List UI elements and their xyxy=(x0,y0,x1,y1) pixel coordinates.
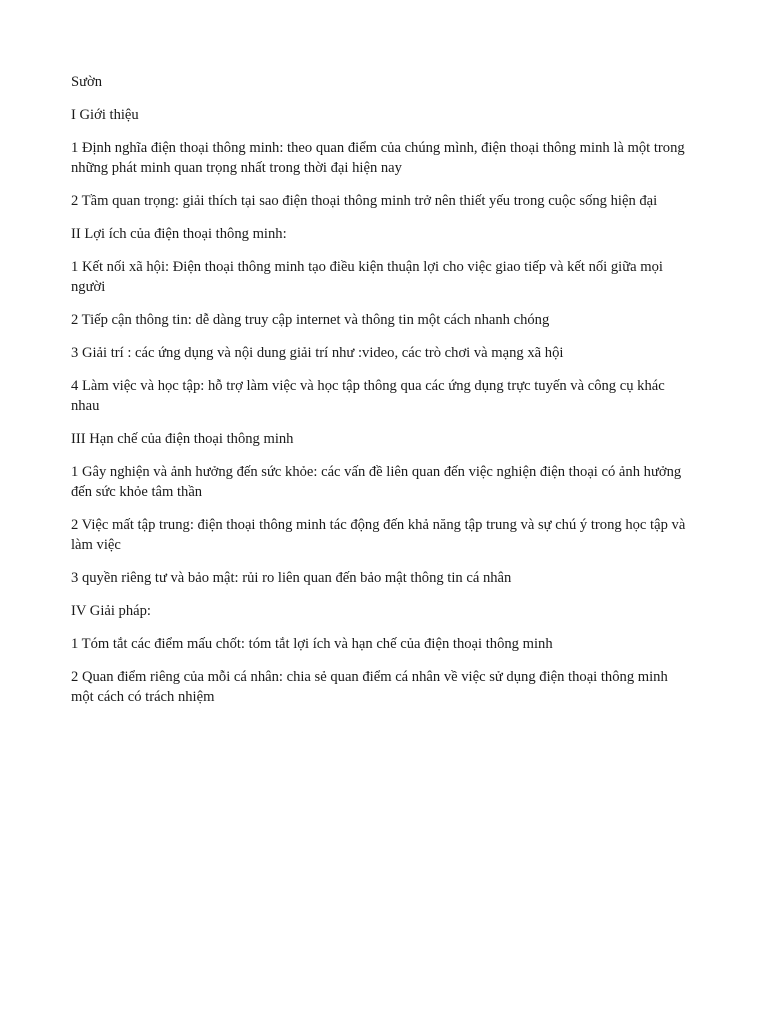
paragraph: 2 Tầm quan trọng: giải thích tại sao điện thoại thông minh trở nên thiết yếu trong cuộc sống hiện đại xyxy=(71,193,658,209)
document-body xyxy=(71,72,693,720)
paragraph: 1 Định nghĩa điện thoại thông minh: theo quan điểm của chúng mình, điện thoại thông minh là một trong những phát minh quan trọng nhất trong thời đại hiện nay xyxy=(71,140,685,176)
paragraph: 1 Gây nghiện và ảnh hưởng đến sức khỏe: các vấn đề liên quan đến việc nghiện điện thoại có ảnh hưởng đến sức khỏe tâm thần xyxy=(71,464,682,500)
paragraph: 3 Giải trí : các ứng dụng và nội dung giải trí như :video, các trò chơi và mạng xã hội xyxy=(71,345,564,361)
section-heading-solutions: IV Giải pháp: xyxy=(71,603,151,619)
paragraph: 3 quyền riêng tư và bảo mật: rủi ro liên quan đến bảo mật thông tin cá nhân xyxy=(71,570,512,586)
paragraph: 2 Việc mất tập trung: điện thoại thông minh tác động đến khả năng tập trung và sự chú ý trong học tập và làm việc xyxy=(71,517,686,553)
paragraph: 2 Tiếp cận thông tin: dễ dàng truy cập internet và thông tin một cách nhanh chóng xyxy=(71,312,550,328)
section-heading-limitations: III Hạn chế của điện thoại thông minh xyxy=(71,431,294,447)
paragraph: 1 Tóm tắt các điểm mấu chốt: tóm tắt lợi ích và hạn chế của điện thoại thông minh xyxy=(71,636,553,652)
document-title: Sườn xyxy=(71,74,103,90)
section-heading-intro: I Giới thiệu xyxy=(71,107,139,123)
paragraph: 4 Làm việc và học tập: hỗ trợ làm việc và học tập thông qua các ứng dụng trực tuyến và công cụ khác nhau xyxy=(71,378,665,414)
section-heading-benefits: II Lợi ích của điện thoại thông minh: xyxy=(71,226,287,242)
paragraph: 1 Kết nối xã hội: Điện thoại thông minh tạo điều kiện thuận lợi cho việc giao tiếp và kết nối giữa mọi người xyxy=(71,259,663,295)
paragraph: 2 Quan điểm riêng của mỗi cá nhân: chia sẻ quan điểm cá nhân về việc sử dụng điện thoại thông minh một cách có trách nhiệm xyxy=(71,669,668,705)
